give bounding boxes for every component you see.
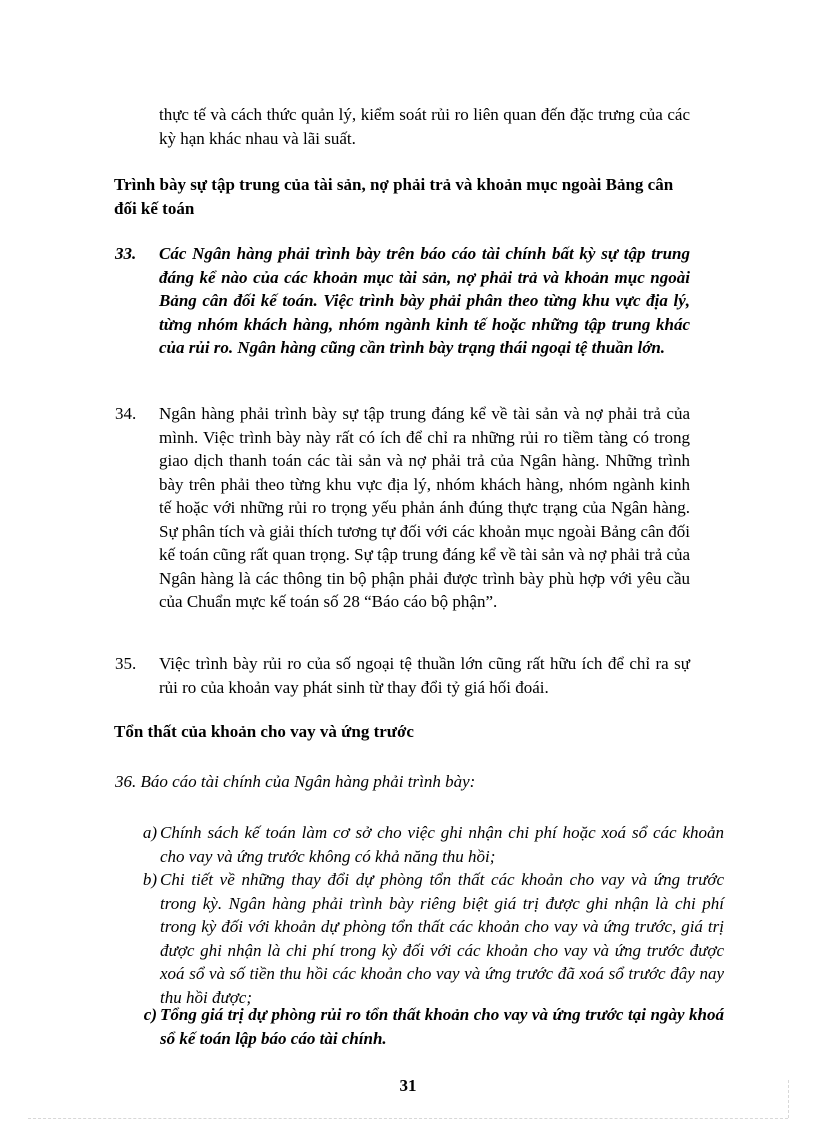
footer-divider bbox=[28, 1118, 788, 1119]
section-heading-loan-losses: Tổn thất của khoản cho vay và ứng trước bbox=[114, 722, 414, 741]
list-item-label: a) bbox=[142, 823, 157, 842]
paragraph-36: 36. Báo cáo tài chính của Ngân hàng phải trình bày: bbox=[115, 772, 476, 791]
list-item-text: Chi tiết về những thay đổi dự phòng tổn thất các khoản cho vay và ứng trước trong kỳ. Ngân hàng phải trình bày riêng biệt giá trị được ghi nhận là chi phí trong kỳ đối với khoản dự phòng tổn thất các khoản cho vay và ứng trước, giá trị được ghi nhận là chi phí trong kỳ đối với các khoản cho vay và ứng trước được xoá sổ và số tiền thu hồi các khoản cho vay và ứng trước đã xoá sổ trước đây nay thu hồi được; bbox=[160, 870, 724, 1007]
list-item-b bbox=[127, 868, 724, 1009]
corner-divider bbox=[788, 1080, 789, 1118]
list-item-label: b) bbox=[142, 870, 157, 889]
list-item-a bbox=[127, 821, 724, 868]
paragraph-35: Việc trình bày rủi ro của số ngoại tệ thuần lớn cũng rất hữu ích để chỉ ra sự rủi ro của khoản vay phát sinh từ thay đổi tỷ giá hối đoái. bbox=[159, 654, 690, 697]
paragraph-34-number: 34. bbox=[115, 404, 137, 423]
paragraph-34: Ngân hàng phải trình bày sự tập trung đáng kể về tài sản và nợ phải trả của mình. Việc trình bày này rất có ích để chỉ ra những rủi ro tiềm tàng có trong giao dịch thanh toán các tài sản và nợ phải trả của Ngân hàng. Những trình bày trên phải theo từng khu vực địa lý, nhóm khách hàng, nhóm ngành kinh tế hoặc với những rủi ro trọng yếu phản ánh đúng thực trạng của Ngân hàng. Sự phân tích và giải thích tương tự đối với các khoản mục ngoài Bảng cân đối kế toán cũng rất quan trọng. Sự tập trung đáng kể về tài sản và nợ phải trả của Ngân hàng là các thông tin bộ phận phải được trình bày phù hợp với yêu cầu của Chuẩn mực kế toán số 28 “Báo cáo bộ phận”. bbox=[159, 404, 690, 611]
page-number: 31 bbox=[399, 1076, 417, 1095]
section-heading-concentration: Trình bày sự tập trung của tài sản, nợ phải trả và khoản mục ngoài Bảng cân đối kế toán bbox=[114, 175, 674, 218]
list-item-text: Tổng giá trị dự phòng rủi ro tổn thất khoản cho vay và ứng trước tại ngày khoá sổ kế toán lập báo cáo tài chính. bbox=[160, 1005, 724, 1048]
list-item-label: c) bbox=[143, 1005, 157, 1024]
paragraph-35-number: 35. bbox=[115, 654, 137, 673]
paragraph-33: Các Ngân hàng phải trình bày trên báo cáo tài chính bất kỳ sự tập trung đáng kể nào của các khoản mục tài sản, nợ phải trả và khoản mục ngoài Bảng cân đối kế toán. Việc trình bày phải phân theo từng khu vực địa lý, từng nhóm khách hàng, nhóm ngành kinh tế hoặc những tập trung khác của rủi ro. Ngân hàng cũng cần trình bày trạng thái ngoại tệ thuần lớn. bbox=[159, 244, 690, 357]
paragraph-33-number: 33. bbox=[115, 244, 137, 263]
list-item-text: Chính sách kế toán làm cơ sở cho việc ghi nhận chi phí hoặc xoá sổ các khoản cho vay và ứng trước không có khả năng thu hồi; bbox=[160, 823, 724, 866]
intro-paragraph: thực tế và cách thức quản lý, kiểm soát rủi ro liên quan đến đặc trưng của các kỳ hạn khác nhau và lãi suất. bbox=[159, 105, 690, 148]
list-item-c bbox=[127, 1003, 724, 1050]
